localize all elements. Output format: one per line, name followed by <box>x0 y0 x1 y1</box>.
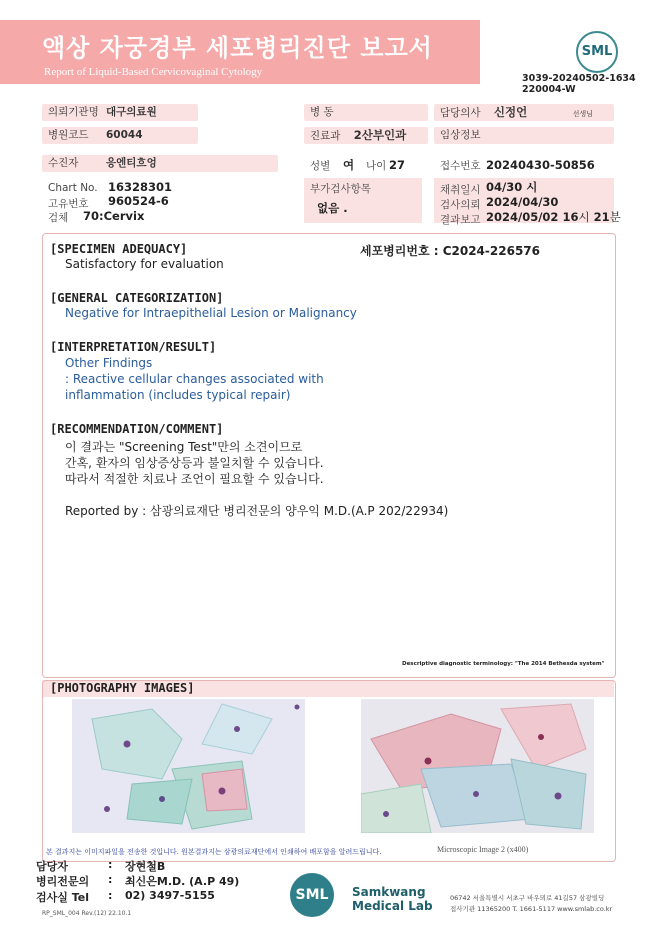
rec-line2: 간혹, 환자의 임상증상등과 불일치할 수 있습니다. <box>65 456 324 470</box>
footnote: 본 결과지는 이미지파일을 전송한 것입니다. 원본결과지는 삼광의료재단에서 인쇄하여 배포함을 알려드립니다. <box>46 848 382 856</box>
collect-label: 채취일시 <box>440 184 481 196</box>
sex-label: 성별 <box>310 160 331 172</box>
report-title: 액상 자궁경부 세포병리진단 보고서 <box>42 34 433 62</box>
patient-bg <box>102 155 278 172</box>
collect-value: 04/30 시 <box>486 180 538 194</box>
doctor-suffix: 선생님 <box>572 110 593 118</box>
hospital-code-label: 병원코드 <box>42 127 108 144</box>
institution-label: 의뢰기관명 <box>42 104 108 121</box>
report-subtitle: Report of Liquid-Based Cervicovaginal Cytology <box>44 66 263 78</box>
id-value: 960524-6 <box>108 194 169 208</box>
hospital-code-value: 60044 <box>106 129 143 141</box>
report-id-line2: 220004-W <box>522 84 576 95</box>
patient-label: 수진자 <box>42 155 108 172</box>
chart-label: Chart No. <box>48 182 98 194</box>
dept-label: 진료과 <box>310 130 341 142</box>
report-id <box>522 73 652 95</box>
form-code: RP_SML_004 Rev.(12) 22.10.1 <box>42 910 132 917</box>
id-label: 고유번호 <box>48 198 89 210</box>
interp-line2: : Reactive cellular changes associated with <box>65 372 324 386</box>
tel-colon: : <box>108 889 113 902</box>
hour-unit: 시 <box>578 210 590 224</box>
tel-label: 검사실 Tel <box>36 891 89 904</box>
adequacy-title: [SPECIMEN ADEQUACY] <box>50 242 188 256</box>
doctor-row <box>434 104 614 121</box>
adequacy-text: Satisfactory for evaluation <box>65 257 224 271</box>
lab-address <box>450 893 612 915</box>
photo-title: [PHOTOGRAPHY IMAGES] <box>50 681 195 695</box>
general-text: Negative for Intraepithelial Lesion or Malignancy <box>65 306 357 320</box>
addtest-label: 부가검사항목 <box>310 183 371 195</box>
rec-line1: 이 결과는 "Screening Test"만의 소견이므로 <box>65 440 303 454</box>
dept-value: 2산부인과 <box>353 128 407 142</box>
address-line2: 접사기관 11365200 T. 1661-5117 www.smlab.co.kr <box>450 905 613 913</box>
interp-line1: Other Findings <box>65 356 153 370</box>
rec-line3: 따라서 적절한 치료나 조언이 필요할 수 있습니다. <box>65 472 324 486</box>
specimen-label: 검체 <box>48 212 69 224</box>
cyto-number: 세포병리번호 : C2024-226576 <box>360 244 540 258</box>
clinical-label: 임상정보 <box>434 127 614 144</box>
patient-value: 응엔티흐엉 <box>106 157 157 169</box>
general-title: [GENERAL CATEGORIZATION] <box>50 291 224 305</box>
ward-label: 병 동 <box>304 104 428 121</box>
microscopic-image-1 <box>72 699 305 833</box>
specialist-colon: : <box>108 873 113 886</box>
dept-row <box>304 127 428 144</box>
terminology-note: Descriptive diagnostic terminology: "The 2014 Bethesda system" <box>402 661 605 667</box>
lab-name-2: Medical Lab <box>352 899 433 913</box>
receipt-value: 20240430-50856 <box>486 158 595 172</box>
sex-value: 여 <box>343 158 355 172</box>
addtest-value: 없음 . <box>317 201 348 215</box>
request-value: 2024/04/30 <box>486 195 559 209</box>
age-value: 27 <box>389 158 406 172</box>
doctor-value: 신정언 <box>493 105 528 119</box>
microscopic-image-2 <box>361 699 594 833</box>
reported-by: Reported by : 삼광의료재단 병리전문의 양우익 M.D.(A.P 202/22934) <box>65 504 449 518</box>
specimen-value: 70:Cervix <box>83 209 145 223</box>
specialist-value: 최신은M.D. (A.P 49) <box>125 875 240 888</box>
report-hour: 16 <box>562 210 579 224</box>
hospital-code-bg <box>102 127 198 144</box>
report-date: 2024/05/02 <box>486 210 559 224</box>
manager-label: 담당자 <box>36 860 68 873</box>
request-label: 검사의뢰 <box>440 199 481 211</box>
rec-title: [RECOMMENDATION/COMMENT] <box>50 422 224 436</box>
age-label: 나이 <box>366 160 387 172</box>
manager-value: 장현철B <box>125 860 166 873</box>
min-unit: 분 <box>609 210 621 224</box>
specialist-label: 병리전문의 <box>36 875 90 888</box>
report-time <box>486 209 621 226</box>
doctor-label: 담당의사 <box>440 107 481 119</box>
institution-value-bg <box>102 104 198 121</box>
manager-colon: : <box>108 858 113 871</box>
samkwang-logo: SML <box>290 873 334 917</box>
chart-value: 16328301 <box>108 180 173 194</box>
report-label: 결과보고 <box>440 214 481 226</box>
photo-caption-2: Microscopic Image 2 (x400) <box>437 845 529 854</box>
report-min: 21 <box>593 210 610 224</box>
receipt-label: 접수번호 <box>440 160 481 172</box>
address-line1: 06742 서울특별시 서초구 바우뫼로 41길57 삼광빌딩 <box>450 894 605 902</box>
lab-name-1: Samkwang <box>352 885 426 899</box>
interp-title: [INTERPRETATION/RESULT] <box>50 340 217 354</box>
sml-logo: SML <box>576 31 618 73</box>
interp-line3: inflammation (includes typical repair) <box>65 388 291 402</box>
institution-value: 대구의료원 <box>106 106 157 118</box>
tel-value: 02) 3497-5155 <box>125 889 215 902</box>
report-id-line1: 3039-20240502-1634 <box>522 73 636 84</box>
lab-name <box>352 885 433 913</box>
